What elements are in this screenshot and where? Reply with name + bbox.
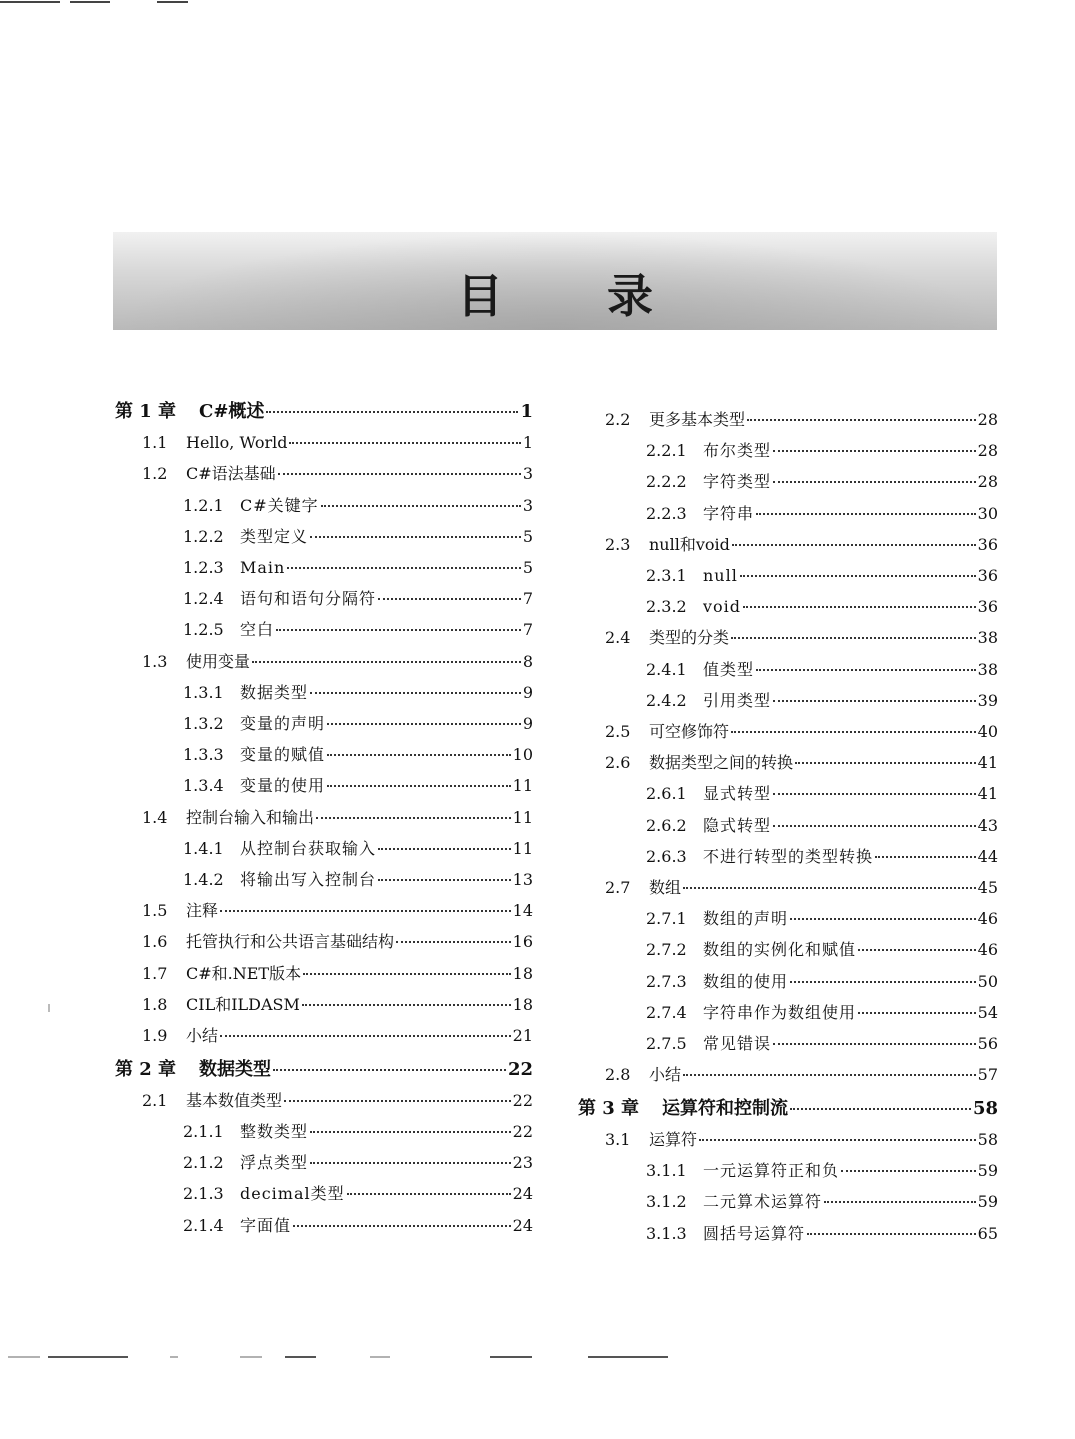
dot-leader [220, 909, 511, 912]
dot-leader [293, 1224, 511, 1227]
toc-entry-sub [183, 709, 533, 739]
toc-entry-number: 2.7 [605, 878, 631, 897]
dot-leader [378, 878, 511, 881]
toc-entry-number: 2.2.3 [646, 503, 687, 523]
toc-entry-sub [183, 678, 533, 708]
toc-entry-label: C#语法基础 [186, 464, 276, 484]
toc-entry-number: 1.3 [142, 651, 168, 671]
toc-entry-number: 2.6.1 [646, 784, 687, 804]
toc-entry-sub [646, 811, 998, 841]
dot-leader [773, 1042, 976, 1045]
toc-entry-number: 2.5 [605, 722, 631, 741]
dot-leader [220, 1034, 511, 1037]
dot-leader [773, 480, 976, 483]
dot-leader [732, 543, 976, 546]
toc-entry-label: 浮点类型 [240, 1153, 309, 1173]
dot-leader [773, 824, 976, 827]
toc-entry-number: 2.4.2 [646, 690, 687, 710]
toc-entry-number: 2.7.1 [646, 909, 687, 929]
toc-entry-number: 2.2.2 [646, 472, 687, 492]
toc-entry-label: 可空修饰符 [649, 722, 730, 741]
toc-entry-section [605, 405, 998, 435]
toc-entry-label: Main [240, 558, 286, 577]
toc-entry-page: 7 [522, 620, 533, 640]
toc-entry-label: C#和.NET版本 [186, 963, 302, 983]
toc-entry-section [605, 1060, 998, 1090]
toc-entry-number: 2.7.2 [646, 940, 687, 960]
dot-leader [310, 691, 521, 694]
toc-entry-label: 隐式转型 [703, 815, 772, 835]
toc-entry-page: 56 [977, 1034, 998, 1053]
dot-leader [747, 418, 976, 421]
toc-entry-label: 数据类型 [240, 682, 309, 702]
toc-entry-number: 1.3.2 [183, 714, 224, 733]
toc-entry-section [605, 873, 998, 903]
toc-entry-sub [646, 561, 998, 591]
toc-entry-page: 18 [512, 994, 533, 1014]
toc-entry-sub [183, 1117, 533, 1147]
toc-entry-label: 基本数值类型 [186, 1090, 283, 1110]
toc-entry-page: 65 [977, 1223, 998, 1243]
toc-entry-label: 从控制台获取输入 [240, 838, 377, 858]
toc-entry-number: 1.6 [142, 932, 168, 952]
toc-entry-sub [646, 655, 998, 685]
toc-entry-label: 数组的实例化和赋值 [703, 940, 857, 960]
toc-entry-label: 数据类型之间的转换 [649, 753, 794, 773]
toc-entry-label: 字符串 [703, 503, 755, 523]
toc-entry-number: 1.9 [142, 1026, 168, 1045]
toc-entry-number: 2.3.2 [646, 597, 687, 617]
toc-entry-page: 54 [977, 1002, 998, 1022]
dot-leader [310, 535, 521, 538]
toc-entry-section [142, 647, 533, 677]
toc-entry-label: 运算符和控制流 [662, 1097, 788, 1119]
dot-leader [252, 660, 521, 663]
toc-entry-sub [183, 865, 533, 895]
dot-leader [756, 668, 976, 671]
toc-entry-page: 44 [977, 846, 998, 866]
toc-entry-section [605, 623, 998, 653]
toc-entry-label: 值类型 [703, 659, 755, 679]
toc-entry-sub [183, 584, 533, 614]
dot-leader [266, 410, 518, 413]
toc-entry-page: 7 [522, 589, 533, 609]
toc-entry-label: 不进行转型的类型转换 [703, 846, 874, 866]
dot-leader [858, 1011, 976, 1014]
toc-entry-number: 1.3.3 [183, 745, 224, 765]
toc-entry-sub [646, 1219, 998, 1249]
toc-entry-number: 第 2 章 [115, 1058, 177, 1080]
dot-leader [743, 605, 976, 608]
toc-entry-page: 38 [977, 659, 998, 679]
toc-entry-chapter [115, 1055, 533, 1085]
dot-leader [699, 1138, 976, 1141]
toc-entry-sub [646, 436, 998, 466]
toc-entry-page: 58 [977, 1129, 998, 1149]
toc-entry-label: 运算符 [649, 1129, 698, 1149]
toc-entry-label: 将输出写入控制台 [240, 870, 377, 889]
toc-column-right [578, 405, 998, 1265]
dot-leader [773, 449, 976, 452]
toc-entry-label: 语句和语句分隔符 [240, 589, 377, 609]
toc-entry-label: 托管执行和公共语言基础结构 [186, 932, 395, 952]
toc-entry-page: 41 [977, 753, 998, 773]
toc-entry-number: 1.2.1 [183, 495, 224, 515]
toc-entry-page: 1 [520, 401, 533, 422]
toc-entry-number: 1.3.1 [183, 682, 224, 702]
toc-entry-label: 圆括号运算符 [703, 1223, 806, 1243]
toc-entry-page: 36 [977, 534, 998, 554]
dot-leader [310, 1161, 511, 1164]
toc-entry-number: 1.3.4 [183, 776, 224, 796]
toc-entry-page: 8 [522, 651, 533, 671]
toc-entry-label: 变量的声明 [240, 714, 326, 733]
toc-entry-sub [646, 499, 998, 529]
toc-entry-sub [183, 491, 533, 521]
toc-entry-page: 38 [977, 628, 998, 648]
toc-entry-sub [183, 771, 533, 801]
dot-leader [790, 917, 976, 920]
toc-entry-page: 43 [977, 815, 998, 835]
toc-entry-page: 45 [977, 878, 998, 897]
toc-entry-page: 14 [512, 901, 533, 921]
toc-entry-section [142, 959, 533, 989]
toc-entry-label: 字符串作为数组使用 [703, 1002, 857, 1022]
dot-leader [378, 597, 521, 600]
toc-entry-label: 显式转型 [703, 784, 772, 804]
toc-entry-number: 2.7.4 [646, 1002, 687, 1022]
toc-entry-number: 2.1.3 [183, 1184, 224, 1204]
toc-entry-number: 2.6.3 [646, 846, 687, 866]
toc-entry-sub [646, 1156, 998, 1186]
toc-entry-page: 22 [507, 1058, 533, 1080]
toc-entry-number: 1.2.3 [183, 558, 224, 577]
dot-leader [756, 512, 976, 515]
toc-entry-number: 2.8 [605, 1065, 631, 1085]
toc-entry-number: 1.2.4 [183, 589, 224, 609]
toc-entry-number: 1.7 [142, 963, 168, 983]
toc-entry-chapter [578, 1094, 998, 1124]
toc-entry-section [142, 896, 533, 926]
toc-entry-sub [183, 740, 533, 770]
toc-entry-number: 2.7.3 [646, 971, 687, 991]
toc-entry-label: 空白 [240, 620, 275, 640]
toc-entry-page: 36 [977, 597, 998, 617]
toc-entry-label: 小结 [186, 1026, 219, 1045]
dot-leader [378, 847, 511, 850]
toc-entry-page: 11 [512, 807, 533, 827]
dot-leader [302, 1003, 511, 1006]
toc-entry-number: 2.4 [605, 628, 631, 648]
toc-title-char: 目 [457, 269, 503, 323]
toc-entry-number: 1.5 [142, 901, 168, 921]
toc-entry-sub [646, 467, 998, 497]
toc-entry-chapter [115, 397, 533, 427]
toc-entry-section [142, 927, 533, 957]
toc-entry-label: 小结 [649, 1065, 682, 1085]
toc-entry-page: 5 [522, 558, 533, 577]
toc-entry-section [142, 1086, 533, 1116]
toc-entry-sub [646, 967, 998, 997]
toc-entry-page: 59 [977, 1192, 998, 1212]
toc-entry-label: C#概述 [199, 401, 265, 422]
dot-leader [278, 472, 521, 475]
dot-leader [795, 761, 976, 764]
dot-leader [321, 504, 521, 507]
toc-entry-sub [646, 1029, 998, 1059]
toc-entry-number: 第 3 章 [578, 1097, 640, 1119]
dot-leader [289, 441, 520, 444]
toc-entry-page: 10 [512, 745, 533, 765]
dot-leader [807, 1232, 976, 1235]
dot-leader [316, 816, 511, 819]
toc-entry-label: 类型定义 [240, 526, 309, 546]
toc-entry-page: 46 [977, 940, 998, 960]
toc-entry-label: Hello, World [186, 433, 288, 453]
toc-entry-page: 22 [512, 1090, 533, 1110]
toc-entry-label: 一元运算符正和负 [703, 1161, 840, 1181]
toc-entry-label: 变量的使用 [240, 776, 326, 796]
toc-title-char: 录 [607, 269, 653, 323]
toc-entry-label: void [703, 597, 742, 617]
toc-entry-number: 3.1.3 [646, 1223, 687, 1243]
toc-entry-sub [646, 998, 998, 1028]
toc-entry-section [142, 803, 533, 833]
toc-entry-label: 引用类型 [703, 690, 772, 710]
dot-leader [773, 792, 976, 795]
toc-entry-label: 控制台输入和输出 [186, 807, 315, 827]
toc-entry-number: 1.1 [142, 433, 168, 453]
dot-leader [824, 1200, 976, 1203]
toc-entry-page: 13 [512, 870, 533, 889]
toc-entry-number: 3.1.2 [646, 1192, 687, 1212]
toc-entry-page: 40 [977, 722, 998, 741]
toc-entry-section [605, 1125, 998, 1155]
dot-leader [841, 1169, 976, 1172]
toc-entry-label: 二元算术运算符 [703, 1192, 823, 1212]
toc-entry-page: 23 [512, 1153, 533, 1173]
toc-entry-page: 1 [522, 433, 533, 453]
dot-leader [327, 722, 521, 725]
toc-entry-section [142, 459, 533, 489]
toc-entry-number: 1.2 [142, 464, 168, 484]
toc-entry-page: 9 [522, 682, 533, 702]
dot-leader [790, 980, 976, 983]
toc-entry-sub [183, 834, 533, 864]
toc-entry-page: 11 [512, 838, 533, 858]
toc-entry-label: 常见错误 [703, 1034, 772, 1053]
toc-entry-number: 2.4.1 [646, 659, 687, 679]
toc-entry-sub [646, 904, 998, 934]
toc-entry-label: 类型的分类 [649, 628, 730, 648]
toc-entry-label: 字符类型 [703, 472, 772, 492]
toc-entry-label: 布尔类型 [703, 441, 772, 461]
toc-entry-number: 2.2 [605, 410, 631, 429]
toc-entry-section [605, 530, 998, 560]
toc-entry-number: 2.6.2 [646, 815, 687, 835]
toc-entry-page: 39 [977, 690, 998, 710]
toc-column-left [115, 397, 533, 1257]
dot-leader [683, 1073, 976, 1076]
toc-entry-page: 18 [512, 963, 533, 983]
toc-entry-number: 3.1 [605, 1129, 631, 1149]
dot-leader [303, 972, 511, 975]
toc-entry-label: null [703, 566, 738, 585]
toc-entry-page: 30 [977, 503, 998, 523]
toc-entry-number: 1.4 [142, 807, 168, 827]
toc-entry-page: 5 [522, 526, 533, 546]
toc-entry-page: 58 [972, 1097, 998, 1119]
toc-entry-page: 28 [977, 410, 998, 429]
dot-leader [731, 730, 976, 733]
toc-entry-number: 1.4.2 [183, 870, 224, 889]
toc-entry-number: 2.1.2 [183, 1153, 224, 1173]
toc-entry-number: 2.7.5 [646, 1034, 687, 1053]
dot-leader [396, 940, 511, 943]
toc-entry-page: 59 [977, 1161, 998, 1181]
toc-entry-number: 2.2.1 [646, 441, 687, 461]
toc-entry-number: 1.4.1 [183, 838, 224, 858]
toc-entry-number: 1.8 [142, 994, 168, 1014]
toc-entry-number: 1.2.2 [183, 526, 224, 546]
dot-leader [284, 1099, 511, 1102]
toc-entry-label: 注释 [186, 901, 219, 921]
toc-entry-page: 3 [522, 464, 533, 484]
dot-leader [875, 855, 976, 858]
toc-entry-label: null和void [649, 534, 730, 554]
dot-leader [287, 566, 520, 569]
toc-entry-page: 9 [522, 714, 533, 733]
toc-entry-label: 使用变量 [186, 651, 251, 671]
toc-entry-sub [646, 1187, 998, 1217]
toc-entry-page: 22 [512, 1121, 533, 1141]
toc-entry-label: 整数类型 [240, 1121, 309, 1141]
toc-entry-number: 2.3 [605, 534, 631, 554]
toc-entry-page: 41 [977, 784, 998, 804]
toc-entry-number: 第 1 章 [115, 401, 177, 422]
toc-entry-sub [646, 686, 998, 716]
toc-entry-number: 2.6 [605, 753, 631, 773]
dot-leader [773, 699, 976, 702]
toc-entry-sub [646, 842, 998, 872]
toc-entry-sub [183, 1148, 533, 1178]
toc-entry-section [605, 717, 998, 747]
dot-leader [273, 1068, 506, 1071]
toc-entry-sub [646, 935, 998, 965]
toc-entry-number: 1.2.5 [183, 620, 224, 640]
toc-entry-page: 24 [512, 1215, 533, 1235]
toc-entry-sub [646, 779, 998, 809]
toc-entry-page: 21 [512, 1026, 533, 1045]
dot-leader [740, 574, 976, 577]
dot-leader [790, 1107, 971, 1110]
dot-leader [683, 886, 976, 889]
toc-entry-label: CIL和ILDASM [186, 994, 300, 1014]
dot-leader [276, 628, 521, 631]
toc-entry-label: 更多基本类型 [649, 410, 746, 429]
toc-title-band [113, 232, 997, 330]
toc-entry-sub [646, 592, 998, 622]
toc-entry-page: 3 [522, 495, 533, 515]
dot-leader [327, 753, 511, 756]
dot-leader [347, 1192, 511, 1195]
toc-entry-section [142, 1021, 533, 1051]
toc-entry-number: 2.1.1 [183, 1121, 224, 1141]
toc-entry-sub [183, 1211, 533, 1241]
toc-entry-section [142, 990, 533, 1020]
toc-entry-label: 变量的赋值 [240, 745, 326, 765]
toc-entry-number: 2.1 [142, 1090, 168, 1110]
toc-entry-number: 3.1.1 [646, 1161, 687, 1181]
toc-entry-sub [183, 615, 533, 645]
dot-leader [731, 636, 976, 639]
toc-entry-label: 字面值 [240, 1215, 292, 1235]
dot-leader [327, 784, 511, 787]
toc-entry-page: 16 [512, 932, 533, 952]
toc-entry-page: 46 [977, 909, 998, 929]
toc-entry-sub [183, 553, 533, 583]
dot-leader [310, 1130, 511, 1133]
toc-entry-section [605, 748, 998, 778]
toc-entry-sub [183, 1179, 533, 1209]
toc-entry-page: 28 [977, 472, 998, 492]
toc-entry-page: 57 [977, 1065, 998, 1085]
toc-entry-page: 36 [977, 566, 998, 585]
toc-entry-number: 2.3.1 [646, 566, 687, 585]
dot-leader [858, 948, 976, 951]
toc-entry-label: decimal类型 [240, 1184, 345, 1204]
toc-entry-label: 数据类型 [199, 1058, 271, 1080]
toc-entry-page: 11 [512, 776, 533, 796]
toc-entry-label: 数组的使用 [703, 971, 789, 991]
toc-entry-page: 28 [977, 441, 998, 461]
toc-entry-label: 数组 [649, 878, 682, 897]
toc-entry-sub [183, 522, 533, 552]
toc-entry-label: C#关键字 [240, 495, 319, 515]
toc-entry-page: 50 [977, 971, 998, 991]
toc-entry-number: 2.1.4 [183, 1215, 224, 1235]
toc-entry-label: 数组的声明 [703, 909, 789, 929]
toc-entry-page: 24 [512, 1184, 533, 1204]
toc-entry-section [142, 428, 533, 458]
